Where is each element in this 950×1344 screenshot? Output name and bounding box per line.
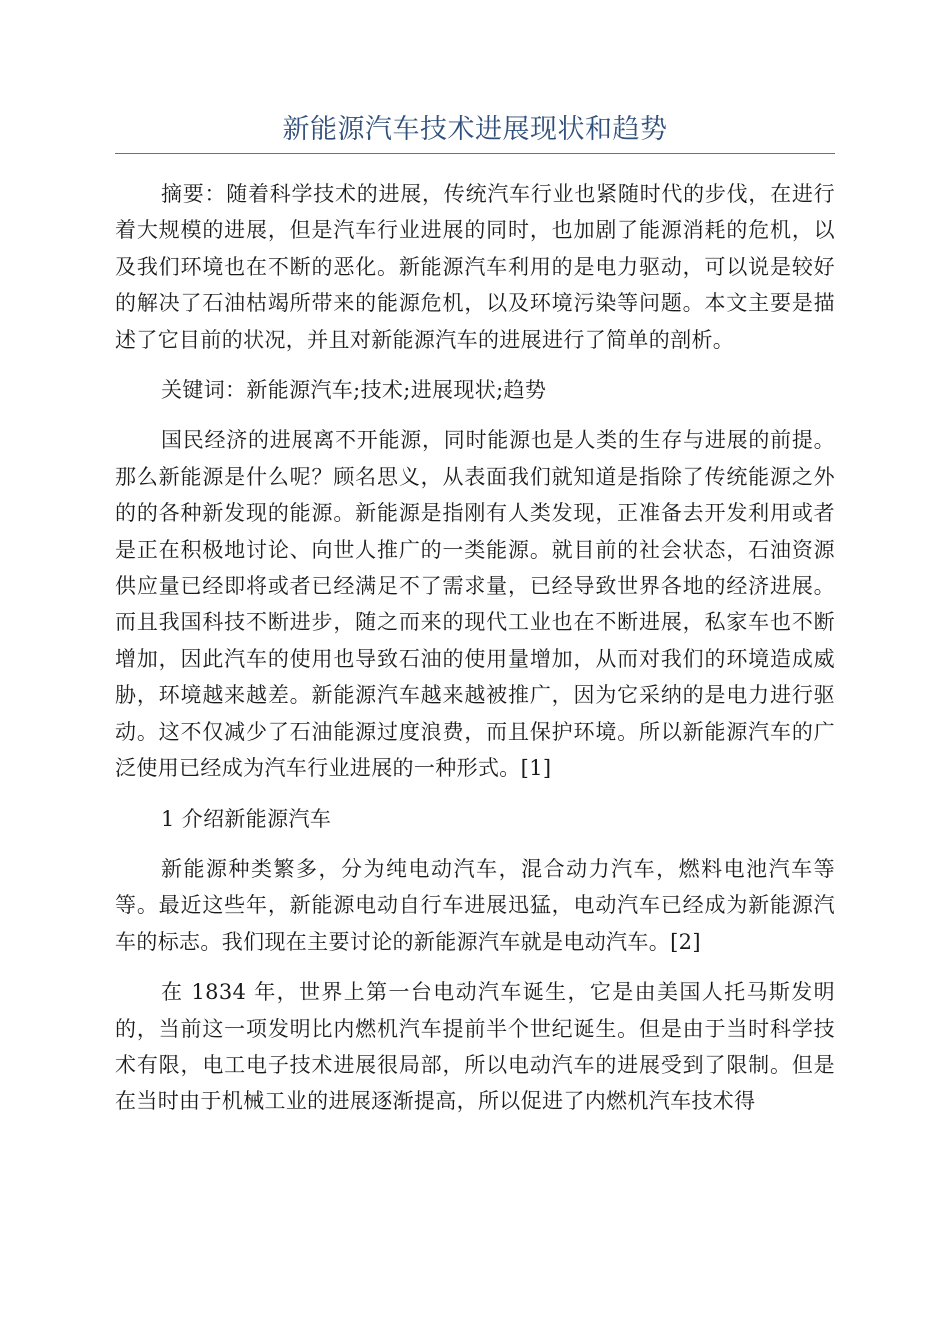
keywords-paragraph: 关键词：新能源汽车;技术;进展现状;趋势 [161, 378, 547, 403]
body-paragraph: 新能源种类繁多，分为纯电动汽车，混合动力汽车，燃料电池汽车等等。最近这些年，新能源电动自行车进展迅猛，电动汽车已经成为新能源汽车的标志。我们现在主要讨论的新能源汽车就是电动汽车。[2] [115, 856, 835, 954]
abstract-paragraph: 摘要：随着科学技术的进展，传统汽车行业也紧随时代的步伐，在进行着大规模的进展，但是汽车行业进展的同时，也加剧了能源消耗的危机，以及我们环境也在不断的恶化。新能源汽车利用的是电力驱动，可以说是较好的解决了石油枯竭所带来的能源危机，以及环境污染等问题。本文主要是描述了它目前的状况，并且对新能源汽车的进展进行了简单的剖析。 [115, 182, 835, 352]
document-body [115, 176, 835, 1134]
intro-paragraph: 国民经济的进展离不开能源，同时能源也是人类的生存与进展的前提。那么新能源是什么呢？顾名思义，从表面我们就知道是指除了传统能源之外的的各种新发现的能源。新能源是指刚有人类发现，正准备去开发利用或者是正在积极地讨论、向世人推广的一类能源。就目前的社会状态，石油资源供应量已经即将或者已经满足不了需求量，已经导致世界各地的经济进展。而且我国科技不断进步，随之而来的现代工业也在不断进展，私家车也不断增加，因此汽车的使用也导致石油的使用量增加，从而对我们的环境造成威胁，环境越来越差。新能源汽车越来越被推广，因为它采纳的是电力进行驱动。这不仅减少了石油能源过度浪费，而且保护环境。所以新能源汽车的广泛使用已经成为汽车行业进展的一种形式。[1] [115, 428, 835, 781]
body-paragraph: 在 1834 年，世界上第一台电动汽车诞生，它是由美国人托马斯发明的，当前这一项发明比内燃机汽车提前半个世纪诞生。但是由于当时科学技术有限，电工电子技术进展很局部，所以电动汽车的进展受到了限制。但是在当时由于机械工业的进展逐渐提高，所以促进了内燃机汽车技术得 [115, 980, 835, 1114]
title-underline [115, 153, 835, 154]
section-heading: 1 介绍新能源汽车 [161, 806, 332, 831]
document-title: 新能源汽车技术进展现状和趋势 [282, 114, 668, 145]
